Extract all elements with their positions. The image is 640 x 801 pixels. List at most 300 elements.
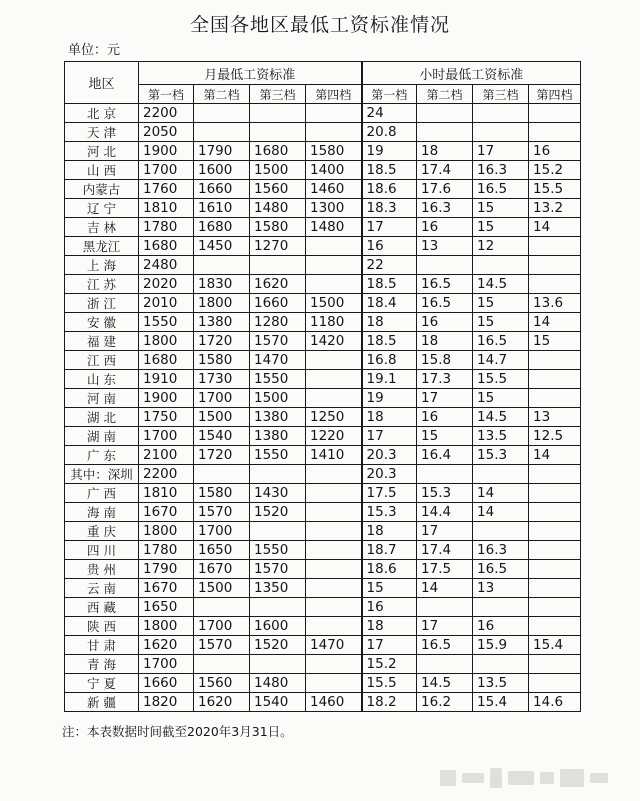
- monthly-tier-1-cell: 1800: [139, 332, 194, 351]
- monthly-tier-4-cell: [306, 465, 362, 484]
- hourly-tier-1-cell: 15.2: [362, 655, 417, 674]
- table-row: [65, 617, 581, 636]
- region-cell: 北 京: [65, 104, 139, 123]
- monthly-tier-2-cell: 1720: [194, 332, 250, 351]
- hourly-tier-2-cell: [417, 655, 473, 674]
- monthly-tier-3-cell: 1550: [250, 446, 306, 465]
- monthly-tier-2-cell: 1560: [194, 674, 250, 693]
- region-cell: 西 藏: [65, 598, 139, 617]
- monthly-tier-1-cell: 1910: [139, 370, 194, 389]
- monthly-tier-3-cell: 1480: [250, 674, 306, 693]
- region-cell: 浙 江: [65, 294, 139, 313]
- monthly-tier-4-cell: [306, 560, 362, 579]
- monthly-tier-3-cell: [250, 598, 306, 617]
- monthly-tier-4-cell: [306, 579, 362, 598]
- hourly-tier-1-cell: 17: [362, 636, 417, 655]
- hourly-tier-4-cell: [529, 465, 581, 484]
- monthly-tier-4-cell: 1420: [306, 332, 362, 351]
- table-row: [65, 256, 581, 275]
- hourly-tier-4-cell: [529, 484, 581, 503]
- monthly-tier-2-header: 第二档: [194, 85, 250, 104]
- table-row: [65, 199, 581, 218]
- hourly-tier-1-cell: 19.1: [362, 370, 417, 389]
- monthly-tier-2-cell: 1660: [194, 180, 250, 199]
- hourly-tier-4-cell: [529, 560, 581, 579]
- hourly-tier-4-cell: [529, 503, 581, 522]
- monthly-tier-1-cell: 1660: [139, 674, 194, 693]
- monthly-tier-3-cell: 1550: [250, 370, 306, 389]
- region-cell: 江 苏: [65, 275, 139, 294]
- hourly-tier-4-cell: [529, 655, 581, 674]
- hourly-tier-2-cell: [417, 123, 473, 142]
- monthly-tier-2-cell: 1700: [194, 617, 250, 636]
- hourly-tier-4-cell: 14: [529, 446, 581, 465]
- monthly-tier-3-cell: 1560: [250, 180, 306, 199]
- hourly-tier-1-cell: 18: [362, 617, 417, 636]
- hourly-tier-1-cell: 18.4: [362, 294, 417, 313]
- monthly-tier-1-cell: 2020: [139, 275, 194, 294]
- monthly-tier-2-cell: 1720: [194, 446, 250, 465]
- monthly-tier-2-cell: 1500: [194, 579, 250, 598]
- monthly-tier-4-cell: [306, 655, 362, 674]
- region-cell: 青 海: [65, 655, 139, 674]
- hourly-tier-3-cell: 14.5: [473, 275, 529, 294]
- hourly-tier-1-cell: 18.3: [362, 199, 417, 218]
- hourly-tier-1-cell: 24: [362, 104, 417, 123]
- page-title: 全国各地区最低工资标准情况: [189, 14, 450, 36]
- monthly-tier-2-cell: 1380: [194, 313, 250, 332]
- monthly-tier-3-cell: 1470: [250, 351, 306, 370]
- hourly-tier-4-cell: 13: [529, 408, 581, 427]
- region-cell: 广 东: [65, 446, 139, 465]
- monthly-tier-1-cell: 1700: [139, 655, 194, 674]
- monthly-tier-3-cell: 1380: [250, 427, 306, 446]
- hourly-tier-3-cell: 12: [473, 237, 529, 256]
- monthly-tier-1-cell: 2200: [139, 465, 194, 484]
- region-cell: 陕 西: [65, 617, 139, 636]
- hourly-tier-3-cell: 13: [473, 579, 529, 598]
- hourly-tier-2-cell: [417, 104, 473, 123]
- monthly-tier-4-cell: [306, 617, 362, 636]
- table-row: [65, 579, 581, 598]
- monthly-tier-4-cell: 1180: [306, 313, 362, 332]
- hourly-tier-1-header: 第一档: [362, 85, 417, 104]
- hourly-tier-3-cell: 13.5: [473, 674, 529, 693]
- watermark-logo: [440, 760, 630, 796]
- monthly-tier-3-cell: [250, 104, 306, 123]
- monthly-tier-2-cell: 1700: [194, 389, 250, 408]
- hourly-tier-2-cell: 16: [417, 313, 473, 332]
- monthly-tier-1-cell: 1810: [139, 199, 194, 218]
- hourly-tier-2-cell: 17.5: [417, 560, 473, 579]
- hourly-tier-2-cell: 16.5: [417, 636, 473, 655]
- monthly-tier-4-cell: [306, 275, 362, 294]
- monthly-tier-2-cell: 1600: [194, 161, 250, 180]
- hourly-tier-2-cell: 17: [417, 389, 473, 408]
- region-header: 地区: [65, 62, 139, 104]
- hourly-tier-4-cell: [529, 237, 581, 256]
- table-row: [65, 598, 581, 617]
- hourly-tier-3-cell: [473, 655, 529, 674]
- monthly-tier-4-cell: 1400: [306, 161, 362, 180]
- hourly-tier-1-cell: 18.6: [362, 180, 417, 199]
- monthly-tier-3-cell: 1350: [250, 579, 306, 598]
- monthly-tier-2-cell: 1500: [194, 408, 250, 427]
- region-cell: 黑龙江: [65, 237, 139, 256]
- monthly-tier-2-cell: 1580: [194, 484, 250, 503]
- table-row: [65, 123, 581, 142]
- region-cell: 江 西: [65, 351, 139, 370]
- region-cell: 四 川: [65, 541, 139, 560]
- region-cell: 新 疆: [65, 693, 139, 712]
- hourly-tier-3-cell: 15: [473, 199, 529, 218]
- monthly-tier-1-cell: 1750: [139, 408, 194, 427]
- hourly-tier-2-cell: 16.3: [417, 199, 473, 218]
- monthly-tier-3-cell: 1520: [250, 503, 306, 522]
- monthly-tier-2-cell: [194, 465, 250, 484]
- hourly-tier-4-cell: [529, 522, 581, 541]
- monthly-tier-3-cell: 1570: [250, 560, 306, 579]
- hourly-tier-1-cell: 18: [362, 522, 417, 541]
- monthly-tier-2-cell: 1800: [194, 294, 250, 313]
- monthly-tier-1-cell: 1780: [139, 218, 194, 237]
- monthly-tier-3-cell: [250, 465, 306, 484]
- monthly-tier-1-cell: 2200: [139, 104, 194, 123]
- hourly-tier-3-cell: 14.5: [473, 408, 529, 427]
- monthly-tier-1-cell: 2480: [139, 256, 194, 275]
- hourly-tier-4-header: 第四档: [529, 85, 581, 104]
- hourly-tier-3-cell: 15: [473, 294, 529, 313]
- monthly-tier-1-cell: 1670: [139, 503, 194, 522]
- hourly-tier-1-cell: 19: [362, 389, 417, 408]
- region-cell: 湖 南: [65, 427, 139, 446]
- hourly-tier-4-cell: [529, 104, 581, 123]
- monthly-tier-4-cell: [306, 541, 362, 560]
- monthly-tier-1-cell: 1700: [139, 427, 194, 446]
- monthly-tier-1-cell: 1820: [139, 693, 194, 712]
- monthly-tier-2-cell: [194, 598, 250, 617]
- table-row: [65, 161, 581, 180]
- monthly-tier-1-cell: 1790: [139, 560, 194, 579]
- hourly-tier-2-cell: 15.8: [417, 351, 473, 370]
- hourly-tier-3-cell: [473, 256, 529, 275]
- region-cell: 上 海: [65, 256, 139, 275]
- region-cell: 云 南: [65, 579, 139, 598]
- monthly-tier-1-cell: 2100: [139, 446, 194, 465]
- hourly-tier-3-cell: [473, 598, 529, 617]
- hourly-tier-2-cell: [417, 465, 473, 484]
- table-row: [65, 370, 581, 389]
- monthly-tier-2-cell: 1620: [194, 693, 250, 712]
- monthly-tier-4-cell: [306, 484, 362, 503]
- hourly-tier-3-cell: 14.7: [473, 351, 529, 370]
- monthly-tier-4-cell: [306, 598, 362, 617]
- hourly-tier-1-cell: 16: [362, 237, 417, 256]
- monthly-tier-1-cell: 1760: [139, 180, 194, 199]
- hourly-tier-3-cell: 15.4: [473, 693, 529, 712]
- table-row: [65, 237, 581, 256]
- table-row: [65, 408, 581, 427]
- hourly-tier-2-cell: 14.5: [417, 674, 473, 693]
- monthly-tier-3-cell: 1270: [250, 237, 306, 256]
- minimum-wage-table: [64, 61, 581, 712]
- unit-label: 单位：元: [68, 43, 121, 58]
- monthly-tier-1-cell: 1780: [139, 541, 194, 560]
- monthly-tier-2-cell: [194, 104, 250, 123]
- monthly-tier-2-cell: 1700: [194, 522, 250, 541]
- monthly-tier-2-cell: 1830: [194, 275, 250, 294]
- table-row: [65, 674, 581, 693]
- hourly-tier-3-cell: 15.5: [473, 370, 529, 389]
- monthly-tier-1-cell: 1550: [139, 313, 194, 332]
- hourly-tier-4-cell: 15.5: [529, 180, 581, 199]
- hourly-tier-1-cell: 18: [362, 408, 417, 427]
- hourly-tier-2-cell: 17.4: [417, 161, 473, 180]
- monthly-tier-3-cell: [250, 655, 306, 674]
- table-row: [65, 465, 581, 484]
- hourly-tier-4-cell: 15: [529, 332, 581, 351]
- hourly-tier-2-cell: 17.4: [417, 541, 473, 560]
- hourly-tier-3-cell: 16: [473, 617, 529, 636]
- hourly-tier-3-cell: 15: [473, 218, 529, 237]
- table-row: [65, 427, 581, 446]
- monthly-tier-1-cell: 1700: [139, 161, 194, 180]
- hourly-tier-1-cell: 15.5: [362, 674, 417, 693]
- monthly-tier-4-cell: 1580: [306, 142, 362, 161]
- hourly-tier-2-cell: [417, 256, 473, 275]
- hourly-tier-1-cell: 15: [362, 579, 417, 598]
- region-cell: 重 庆: [65, 522, 139, 541]
- table-row: [65, 655, 581, 674]
- hourly-tier-4-cell: 15.4: [529, 636, 581, 655]
- monthly-tier-3-cell: 1480: [250, 199, 306, 218]
- monthly-tier-3-cell: [250, 123, 306, 142]
- region-cell: 吉 林: [65, 218, 139, 237]
- hourly-tier-2-cell: [417, 598, 473, 617]
- region-cell: 广 西: [65, 484, 139, 503]
- hourly-tier-3-cell: 14: [473, 484, 529, 503]
- region-cell: 安 徽: [65, 313, 139, 332]
- monthly-tier-2-cell: 1570: [194, 636, 250, 655]
- monthly-tier-1-cell: 1670: [139, 579, 194, 598]
- monthly-tier-4-cell: 1470: [306, 636, 362, 655]
- hourly-tier-3-cell: [473, 465, 529, 484]
- hourly-tier-4-cell: [529, 674, 581, 693]
- monthly-tier-4-cell: [306, 237, 362, 256]
- table-row: [65, 313, 581, 332]
- monthly-tier-3-header: 第三档: [250, 85, 306, 104]
- hourly-tier-3-cell: 17: [473, 142, 529, 161]
- monthly-tier-3-cell: 1680: [250, 142, 306, 161]
- monthly-tier-3-cell: 1660: [250, 294, 306, 313]
- monthly-tier-3-cell: 1620: [250, 275, 306, 294]
- monthly-tier-2-cell: [194, 123, 250, 142]
- hourly-tier-4-cell: [529, 123, 581, 142]
- hourly-tier-4-cell: [529, 256, 581, 275]
- monthly-tier-4-cell: [306, 256, 362, 275]
- hourly-tier-1-cell: 16: [362, 598, 417, 617]
- region-cell: 贵 州: [65, 560, 139, 579]
- monthly-tier-4-cell: [306, 351, 362, 370]
- hourly-tier-4-cell: [529, 370, 581, 389]
- hourly-tier-1-cell: 17: [362, 218, 417, 237]
- monthly-tier-3-cell: 1520: [250, 636, 306, 655]
- hourly-tier-3-cell: 15.3: [473, 446, 529, 465]
- monthly-tier-3-cell: 1570: [250, 332, 306, 351]
- region-cell: 山 东: [65, 370, 139, 389]
- hourly-tier-2-cell: 17: [417, 522, 473, 541]
- table-body: [65, 104, 581, 712]
- hourly-tier-1-cell: 18.5: [362, 275, 417, 294]
- hourly-tier-3-header: 第三档: [473, 85, 529, 104]
- hourly-tier-4-cell: 14: [529, 313, 581, 332]
- hourly-tier-3-cell: 15: [473, 389, 529, 408]
- monthly-tier-2-cell: 1680: [194, 218, 250, 237]
- table-row: [65, 541, 581, 560]
- hourly-tier-2-header: 第二档: [417, 85, 473, 104]
- hourly-tier-4-cell: [529, 579, 581, 598]
- hourly-tier-2-cell: 16.4: [417, 446, 473, 465]
- monthly-tier-4-cell: [306, 104, 362, 123]
- monthly-tier-1-header: 第一档: [139, 85, 194, 104]
- header-row-groups: [65, 62, 581, 85]
- monthly-tier-4-cell: 1250: [306, 408, 362, 427]
- monthly-tier-4-header: 第四档: [306, 85, 362, 104]
- monthly-tier-4-cell: 1220: [306, 427, 362, 446]
- hourly-tier-2-cell: 16: [417, 218, 473, 237]
- hourly-tier-2-cell: 17.3: [417, 370, 473, 389]
- hourly-tier-4-cell: 16: [529, 142, 581, 161]
- table-row: [65, 294, 581, 313]
- hourly-tier-3-cell: 13.5: [473, 427, 529, 446]
- monthly-tier-4-cell: 1460: [306, 693, 362, 712]
- monthly-tier-1-cell: 1620: [139, 636, 194, 655]
- monthly-tier-2-cell: 1670: [194, 560, 250, 579]
- monthly-tier-3-cell: 1280: [250, 313, 306, 332]
- region-cell: 湖 北: [65, 408, 139, 427]
- hourly-tier-1-cell: 15.3: [362, 503, 417, 522]
- region-cell: 辽 宁: [65, 199, 139, 218]
- monthly-tier-1-cell: 1810: [139, 484, 194, 503]
- table-row: [65, 218, 581, 237]
- monthly-tier-2-cell: 1540: [194, 427, 250, 446]
- monthly-tier-4-cell: 1300: [306, 199, 362, 218]
- hourly-tier-1-cell: 17.5: [362, 484, 417, 503]
- monthly-tier-4-cell: [306, 503, 362, 522]
- table-row: [65, 180, 581, 199]
- monthly-tier-2-cell: 1790: [194, 142, 250, 161]
- hourly-tier-1-cell: 19: [362, 142, 417, 161]
- monthly-tier-2-cell: 1650: [194, 541, 250, 560]
- hourly-tier-1-cell: 18.7: [362, 541, 417, 560]
- monthly-tier-4-cell: 1460: [306, 180, 362, 199]
- monthly-tier-2-cell: [194, 655, 250, 674]
- hourly-tier-2-cell: 18: [417, 332, 473, 351]
- hourly-tier-4-cell: 14: [529, 218, 581, 237]
- region-cell: 福 建: [65, 332, 139, 351]
- hourly-tier-1-cell: 22: [362, 256, 417, 275]
- hourly-tier-2-cell: 17: [417, 617, 473, 636]
- region-cell: 河 北: [65, 142, 139, 161]
- monthly-tier-4-cell: 1500: [306, 294, 362, 313]
- hourly-tier-4-cell: 13.6: [529, 294, 581, 313]
- region-cell: 山 西: [65, 161, 139, 180]
- hourly-tier-1-cell: 17: [362, 427, 417, 446]
- hourly-tier-4-cell: 12.5: [529, 427, 581, 446]
- monthly-tier-1-cell: 1900: [139, 142, 194, 161]
- monthly-tier-1-cell: 2050: [139, 123, 194, 142]
- region-cell: 宁 夏: [65, 674, 139, 693]
- hourly-tier-4-cell: 15.2: [529, 161, 581, 180]
- monthly-tier-3-cell: 1380: [250, 408, 306, 427]
- monthly-tier-2-cell: [194, 256, 250, 275]
- hourly-tier-1-cell: 18.5: [362, 332, 417, 351]
- hourly-tier-1-cell: 20.3: [362, 446, 417, 465]
- monthly-tier-1-cell: 1800: [139, 617, 194, 636]
- region-cell: 河 南: [65, 389, 139, 408]
- hourly-tier-3-cell: 16.5: [473, 180, 529, 199]
- hourly-tier-4-cell: [529, 275, 581, 294]
- monthly-tier-3-cell: 1500: [250, 389, 306, 408]
- hourly-tier-1-cell: 16.8: [362, 351, 417, 370]
- hourly-tier-2-cell: 16: [417, 408, 473, 427]
- hourly-group-header: 小时最低工资标准: [362, 62, 581, 85]
- hourly-tier-2-cell: 15: [417, 427, 473, 446]
- hourly-tier-1-cell: 20.8: [362, 123, 417, 142]
- hourly-tier-2-cell: 14: [417, 579, 473, 598]
- hourly-tier-1-cell: 20.3: [362, 465, 417, 484]
- monthly-tier-2-cell: 1450: [194, 237, 250, 256]
- monthly-tier-2-cell: 1570: [194, 503, 250, 522]
- region-cell: 海 南: [65, 503, 139, 522]
- table-row: [65, 142, 581, 161]
- hourly-tier-1-cell: 18: [362, 313, 417, 332]
- monthly-tier-3-cell: 1500: [250, 161, 306, 180]
- monthly-tier-3-cell: 1580: [250, 218, 306, 237]
- hourly-tier-2-cell: 15.3: [417, 484, 473, 503]
- hourly-tier-3-cell: 15.9: [473, 636, 529, 655]
- monthly-tier-1-cell: 1900: [139, 389, 194, 408]
- monthly-tier-3-cell: [250, 256, 306, 275]
- table-row: [65, 636, 581, 655]
- hourly-tier-2-cell: 16.5: [417, 275, 473, 294]
- monthly-tier-4-cell: [306, 522, 362, 541]
- hourly-tier-4-cell: [529, 389, 581, 408]
- hourly-tier-4-cell: [529, 617, 581, 636]
- header-row-tiers: [65, 85, 581, 104]
- monthly-tier-4-cell: 1410: [306, 446, 362, 465]
- monthly-tier-1-cell: 1680: [139, 351, 194, 370]
- hourly-tier-3-cell: 16.5: [473, 332, 529, 351]
- monthly-tier-4-cell: [306, 370, 362, 389]
- monthly-tier-1-cell: 1650: [139, 598, 194, 617]
- monthly-tier-1-cell: 1800: [139, 522, 194, 541]
- hourly-tier-4-cell: 14.6: [529, 693, 581, 712]
- hourly-tier-3-cell: [473, 123, 529, 142]
- hourly-tier-1-cell: 18.5: [362, 161, 417, 180]
- hourly-tier-2-cell: 13: [417, 237, 473, 256]
- hourly-tier-3-cell: 16.3: [473, 161, 529, 180]
- hourly-tier-3-cell: [473, 522, 529, 541]
- table-row: [65, 332, 581, 351]
- table-row: [65, 503, 581, 522]
- table-row: [65, 446, 581, 465]
- region-cell: 甘 肃: [65, 636, 139, 655]
- hourly-tier-3-cell: 16.3: [473, 541, 529, 560]
- hourly-tier-2-cell: 17.6: [417, 180, 473, 199]
- hourly-tier-2-cell: 14.4: [417, 503, 473, 522]
- hourly-tier-2-cell: 16.2: [417, 693, 473, 712]
